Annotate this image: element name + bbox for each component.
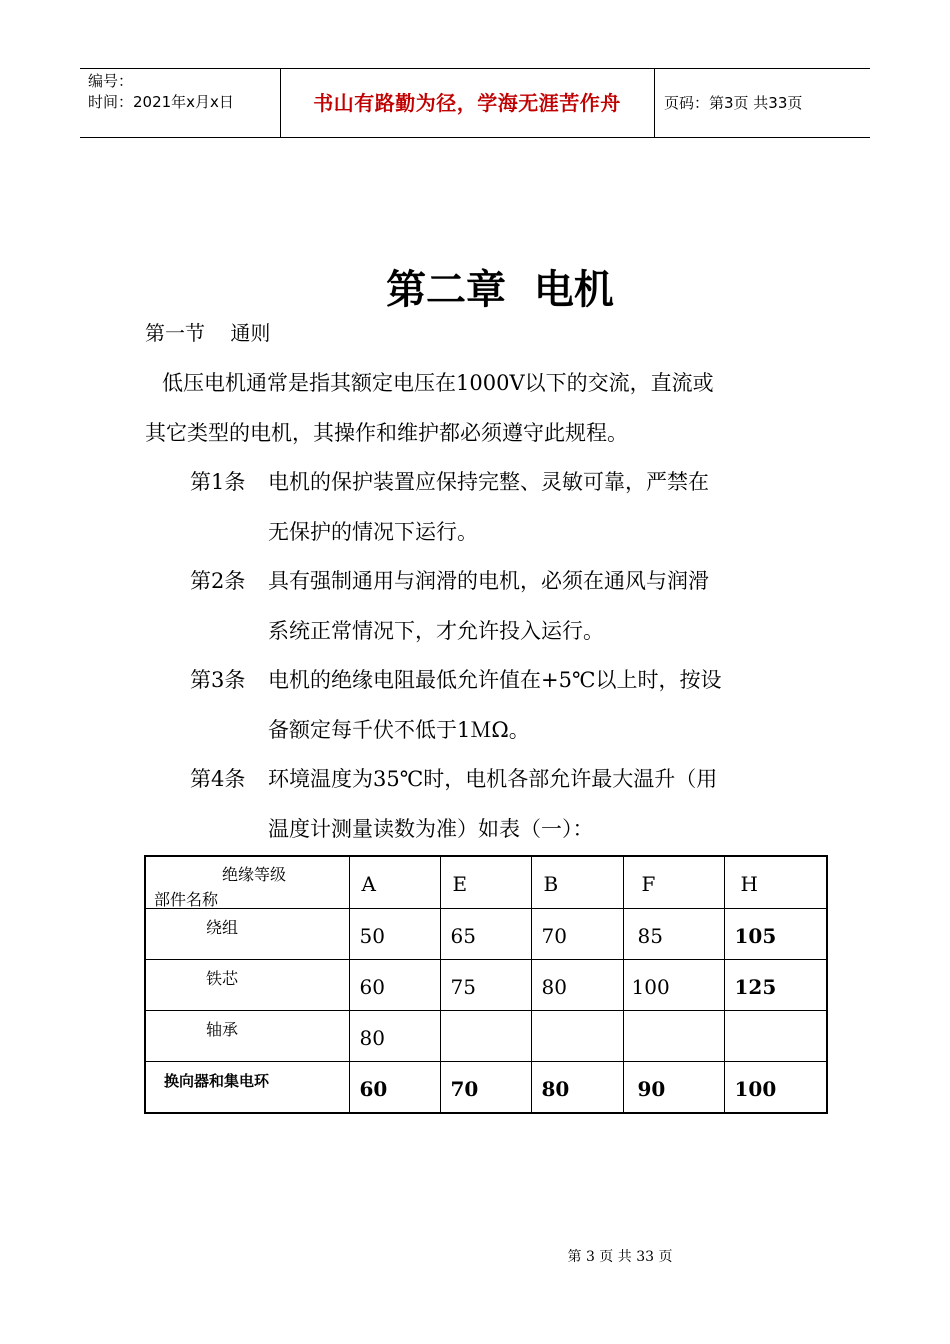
- table-cell: 80: [531, 960, 623, 1011]
- header-meta: [88, 71, 280, 113]
- article-number: 第4条: [190, 767, 246, 791]
- table-cell: 75: [440, 960, 531, 1011]
- chapter-title: 第二章 电机: [386, 267, 614, 313]
- article-text: 电机的绝缘电阻最低允许值在+5℃以上时，按设: [268, 668, 722, 692]
- article-number: 第2条: [190, 569, 246, 593]
- table-header-row: [145, 856, 827, 909]
- table-row-label: 轴承: [145, 1011, 349, 1062]
- header-divider: [280, 69, 281, 137]
- header-page-info: 页码：第3页 共33页: [664, 94, 803, 112]
- table-cell: 50: [349, 909, 440, 960]
- table-row: [145, 960, 827, 1011]
- table-row: [145, 1062, 827, 1114]
- table-cell: [531, 1011, 623, 1062]
- table-header-cell: A: [349, 856, 440, 909]
- table-cell: 65: [440, 909, 531, 960]
- table-header-cell: E: [440, 856, 531, 909]
- table-cell: 105: [724, 909, 827, 960]
- table-header-cell: B: [531, 856, 623, 909]
- table-cell: 70: [531, 909, 623, 960]
- article-text: 环境温度为35℃时，电机各部允许最大温升（用: [268, 767, 718, 791]
- table-cell: 85: [623, 909, 724, 960]
- table-cell: [724, 1011, 827, 1062]
- table-cell: 60: [349, 960, 440, 1011]
- section-heading: 第一节 通则: [145, 321, 271, 345]
- article-text: 系统正常情况下，才允许投入运行。: [268, 619, 604, 643]
- header-number-label: 编号：: [88, 72, 134, 90]
- header-time-label: 时间：2021年x月x日: [88, 93, 234, 111]
- corner-part-name: 部件名称: [154, 890, 219, 909]
- corner-insulation-grade: 绝缘等级: [222, 865, 287, 884]
- article-number: 第1条: [190, 470, 246, 494]
- table-header-cell: F: [623, 856, 724, 909]
- table-row-label: 换向器和集电环: [145, 1062, 349, 1114]
- table-cell: 60: [349, 1062, 440, 1114]
- intro-line-1: 低压电机通常是指其额定电压在1000V以下的交流，直流或: [162, 371, 714, 395]
- article-text: 无保护的情况下运行。: [268, 520, 478, 544]
- table-cell: 100: [724, 1062, 827, 1114]
- table-cell: 100: [623, 960, 724, 1011]
- header-motto: 书山有路勤为径，学海无涯苦作舟: [313, 91, 621, 115]
- temperature-rise-table: [144, 855, 828, 1114]
- table-header-cell: H: [724, 856, 827, 909]
- table-row: [145, 909, 827, 960]
- table-cell: 125: [724, 960, 827, 1011]
- table-cell: 80: [531, 1062, 623, 1114]
- article-number: 第3条: [190, 668, 246, 692]
- table-row: [145, 1011, 827, 1062]
- table-cell: 70: [440, 1062, 531, 1114]
- table-cell: [623, 1011, 724, 1062]
- article-text: 具有强制通用与润滑的电机，必须在通风与润滑: [268, 569, 709, 593]
- article-text: 电机的保护装置应保持完整、灵敏可靠，严禁在: [268, 470, 709, 494]
- article-text: 备额定每千伏不低于1ＭΩ。: [268, 718, 530, 742]
- page-header: [80, 68, 870, 138]
- table-cell: 80: [349, 1011, 440, 1062]
- table-corner-cell: [145, 856, 349, 909]
- header-divider: [654, 69, 655, 137]
- table-cell: [440, 1011, 531, 1062]
- page-footer: 第 3 页 共 33 页: [567, 1249, 673, 1265]
- table-cell: 90: [623, 1062, 724, 1114]
- table-row-label: 绕组: [145, 909, 349, 960]
- table-row-label: 铁芯: [145, 960, 349, 1011]
- article-text: 温度计测量读数为准）如表（一）：: [268, 817, 594, 841]
- intro-line-2: 其它类型的电机，其操作和维护都必须遵守此规程。: [145, 421, 628, 445]
